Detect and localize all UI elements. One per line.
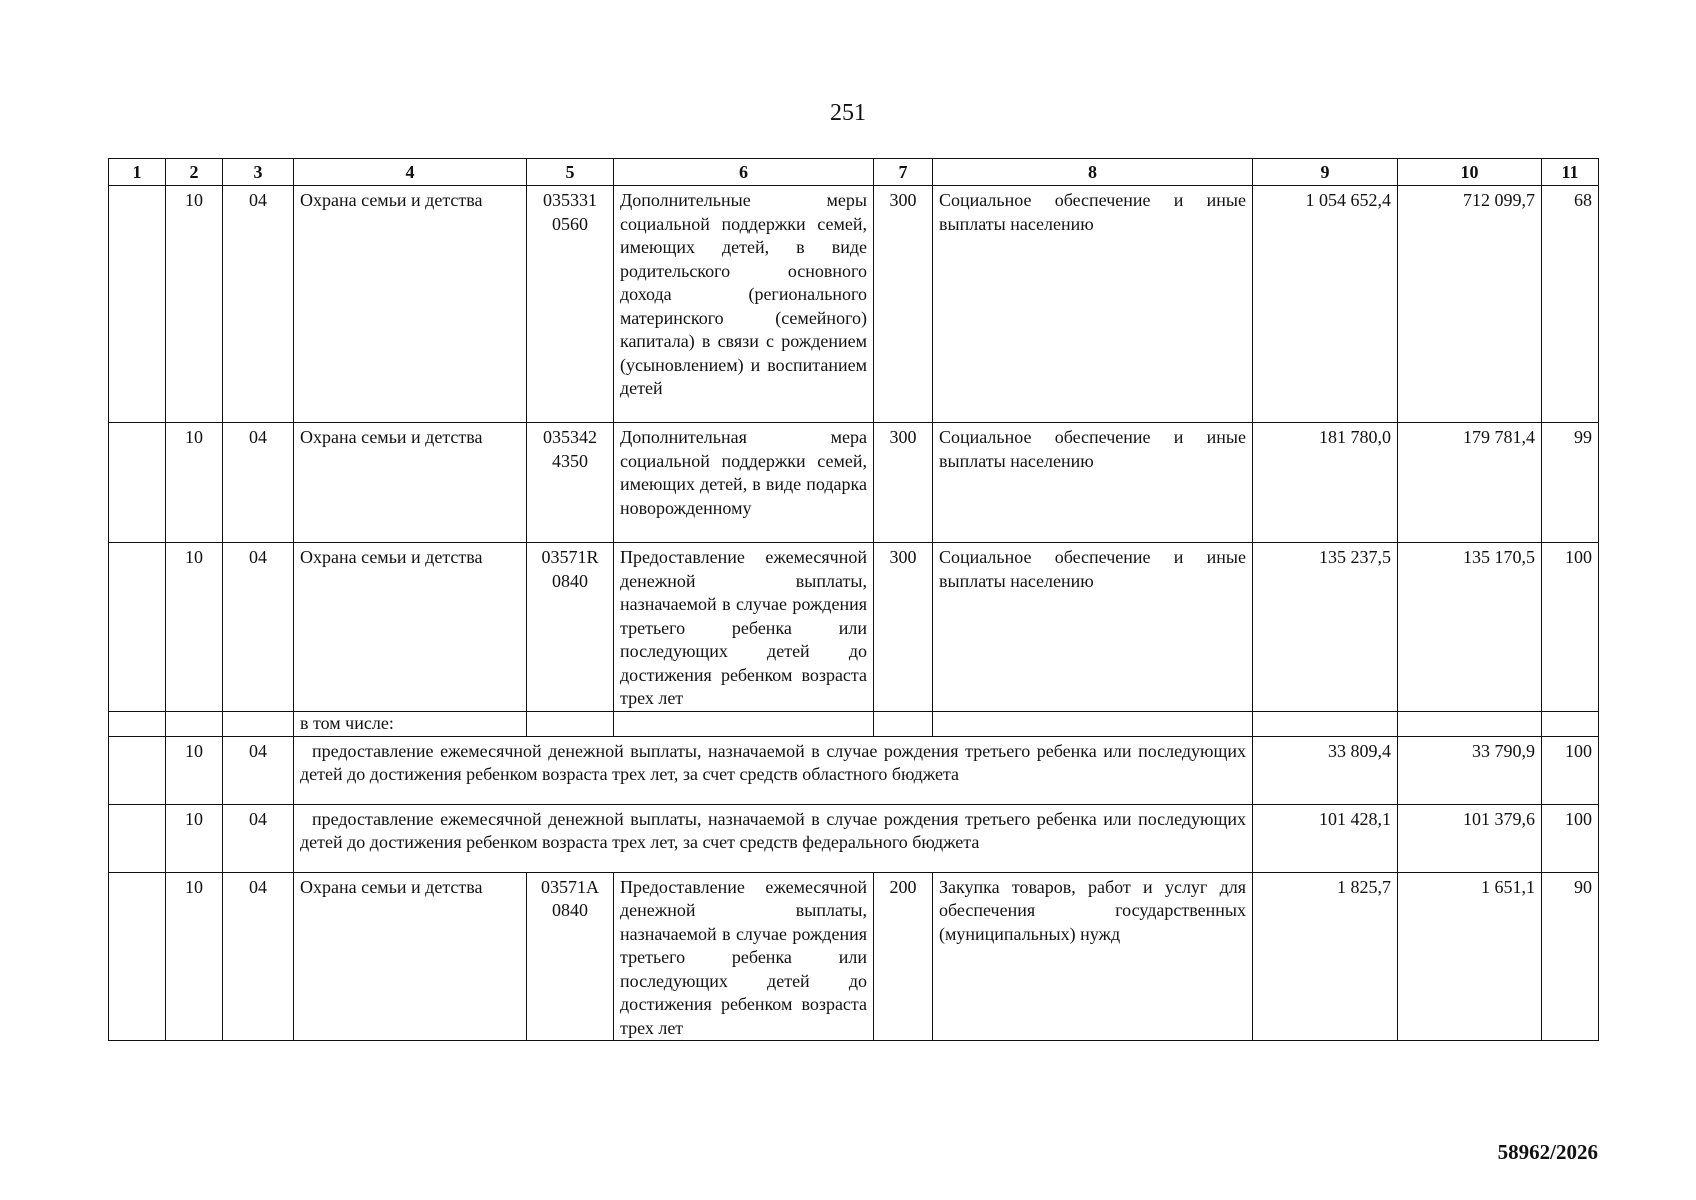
table-row: [109, 804, 1599, 872]
cell-planned-amount: 135 237,5: [1253, 543, 1398, 712]
cell-subsection: 04: [223, 736, 294, 804]
cell-actual-amount: 101 379,6: [1398, 804, 1542, 872]
column-header: 9: [1253, 159, 1398, 186]
cell-index: [109, 736, 166, 804]
cell-section-name: Охрана семьи и детства: [294, 186, 527, 423]
cell-subsection: 04: [223, 186, 294, 423]
cell-actual-amount: 33 790,9: [1398, 736, 1542, 804]
cell-section: 10: [166, 543, 223, 712]
cell-planned-amount: 1 825,7: [1253, 872, 1398, 1041]
cell-section: 10: [166, 872, 223, 1041]
table-row: [109, 543, 1599, 712]
column-header: 3: [223, 159, 294, 186]
cell-section: 10: [166, 186, 223, 423]
budget-table: [108, 158, 1599, 1041]
cell-percent: 90: [1542, 872, 1599, 1041]
column-header: 11: [1542, 159, 1599, 186]
column-header: 1: [109, 159, 166, 186]
cell-target-code: 035331 0560: [527, 186, 614, 423]
cell-section: 10: [166, 804, 223, 872]
table-row: [109, 423, 1599, 543]
cell-subsection: 04: [223, 543, 294, 712]
cell-index: [109, 543, 166, 712]
cell-index: [109, 804, 166, 872]
column-header: 2: [166, 159, 223, 186]
table-row-including: [109, 711, 1599, 736]
cell-actual-amount: 712 099,7: [1398, 186, 1542, 423]
cell-percent: 100: [1542, 543, 1599, 712]
cell-section: 10: [166, 423, 223, 543]
cell-expense-type-name: Социальное обеспечение и иные выплаты населению: [933, 543, 1253, 712]
cell-expense-type: 300: [874, 186, 933, 423]
cell-merged-description: предоставление ежемесячной денежной выплаты, назначаемой в случае рождения третьего ребенка или последующих детей до достижения ребенком возраста трех лет, за счет средств областного бюджета: [294, 736, 1253, 804]
cell-expense-type: 200: [874, 872, 933, 1041]
column-header: 10: [1398, 159, 1542, 186]
cell-target-name: Дополнительные меры социальной поддержки семей, имеющих детей, в виде родительского основного дохода (регионального материнского (семейного) капитала) в связи с рождением (усыновлением) и воспитанием детей: [614, 186, 874, 423]
cell-subsection: 04: [223, 804, 294, 872]
cell-planned-amount: 101 428,1: [1253, 804, 1398, 872]
cell-planned-amount: 181 780,0: [1253, 423, 1398, 543]
cell-expense-type-name: Социальное обеспечение и иные выплаты населению: [933, 423, 1253, 543]
cell-expense-type: 300: [874, 423, 933, 543]
column-header: 8: [933, 159, 1253, 186]
table-row: [109, 872, 1599, 1041]
cell-section-name: Охрана семьи и детства: [294, 423, 527, 543]
cell-percent: 68: [1542, 186, 1599, 423]
cell-expense-type-name: Социальное обеспечение и иные выплаты населению: [933, 186, 1253, 423]
cell-expense-type: 300: [874, 543, 933, 712]
cell-target-code: 035342 4350: [527, 423, 614, 543]
cell-actual-amount: 135 170,5: [1398, 543, 1542, 712]
cell-actual-amount: 1 651,1: [1398, 872, 1542, 1041]
cell-percent: 100: [1542, 736, 1599, 804]
cell-target-name: Дополнительная мера социальной поддержки семей, имеющих детей, в виде подарка новорожденному: [614, 423, 874, 543]
column-header: 7: [874, 159, 933, 186]
cell-target-code: 03571R 0840: [527, 543, 614, 712]
cell-expense-type-name: Закупка товаров, работ и услуг для обеспечения государственных (муниципальных) нужд: [933, 872, 1253, 1041]
table-row: [109, 186, 1599, 423]
column-header: 5: [527, 159, 614, 186]
cell-subsection: 04: [223, 872, 294, 1041]
cell-merged-description: предоставление ежемесячной денежной выплаты, назначаемой в случае рождения третьего ребенка или последующих детей до достижения ребенком возраста трех лет, за счет средств федерального бюджета: [294, 804, 1253, 872]
cell-subsection: 04: [223, 423, 294, 543]
cell-planned-amount: 33 809,4: [1253, 736, 1398, 804]
table-header-row: [109, 159, 1599, 186]
cell-index: [109, 186, 166, 423]
cell-section-name: Охрана семьи и детства: [294, 872, 527, 1041]
page-number: 251: [830, 100, 866, 126]
document-id: 58962/2026: [1497, 1140, 1598, 1164]
cell-index: [109, 423, 166, 543]
cell-target-name: Предоставление ежемесячной денежной выплаты, назначаемой в случае рождения третьего ребенка или последующих детей до достижения ребенком возраста трех лет: [614, 543, 874, 712]
cell-target-name: Предоставление ежемесячной денежной выплаты, назначаемой в случае рождения третьего ребенка или последующих детей до достижения ребенком возраста трех лет: [614, 872, 874, 1041]
cell-including-label: в том числе:: [294, 711, 527, 736]
column-header: 6: [614, 159, 874, 186]
cell-target-code: 03571A 0840: [527, 872, 614, 1041]
cell-planned-amount: 1 054 652,4: [1253, 186, 1398, 423]
cell-section: 10: [166, 736, 223, 804]
cell-section-name: Охрана семьи и детства: [294, 543, 527, 712]
cell-actual-amount: 179 781,4: [1398, 423, 1542, 543]
cell-index: [109, 872, 166, 1041]
cell-percent: 100: [1542, 804, 1599, 872]
table-row: [109, 736, 1599, 804]
column-header: 4: [294, 159, 527, 186]
cell-percent: 99: [1542, 423, 1599, 543]
